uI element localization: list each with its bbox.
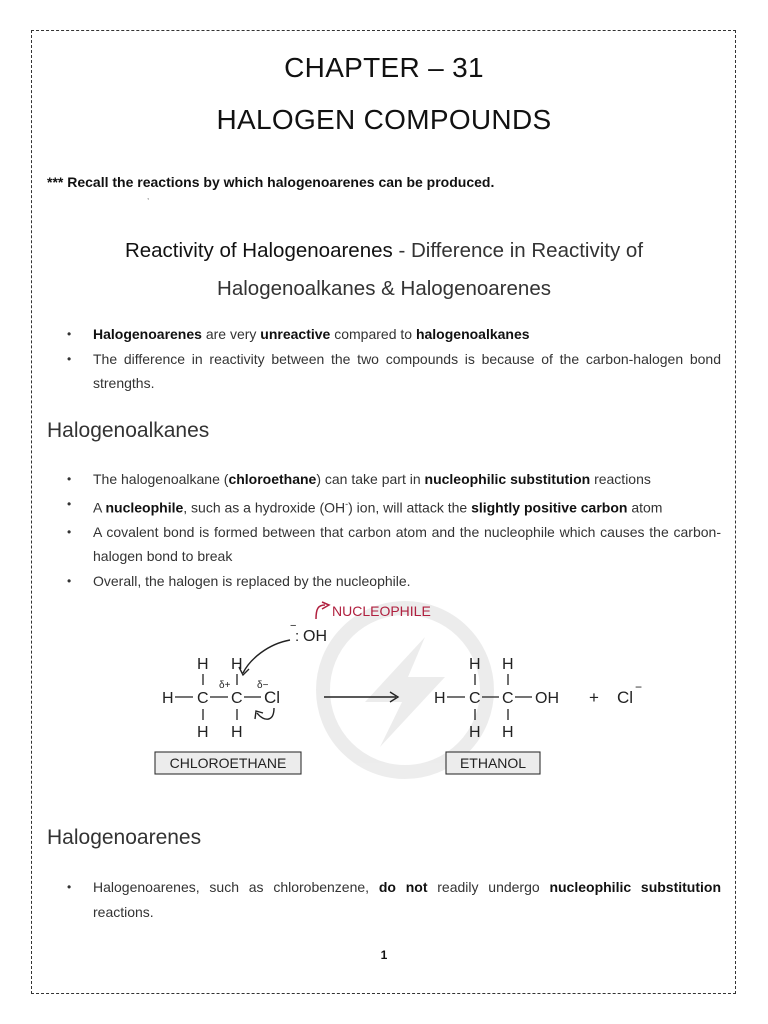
svg-text:H: H [231,656,243,673]
reactivity-bullets [47,322,721,396]
charge-minus: − [290,620,297,632]
svg-text:H: H [197,724,209,741]
svg-text:C: C [231,690,243,707]
page-number: 1 [380,948,388,962]
list-item: • Halogenoarenes are very unreactive compared to halogenoalkanes [47,322,721,347]
chapter-subtitle: HALOGEN COMPOUNDS [216,104,552,135]
ethanol-structure [434,656,559,741]
svg-text:H: H [469,724,481,741]
chloride-ion: Cl [617,688,634,707]
reactivity-heading [60,232,708,308]
reactivity-heading-main: Reactivity of Halogenoarenes [124,239,393,262]
svg-text:C: C [197,690,209,707]
stray-mark: , [147,192,150,201]
bond-break-arrow [257,708,274,719]
nucleophile-label: NUCLEOPHILE [332,603,431,619]
svg-text:H: H [469,656,481,673]
watermark-logo [323,608,487,772]
recall-note: *** Recall the reactions by which halogenoarenes can be produced. [47,174,495,190]
reaction-diagram [140,597,660,782]
svg-text:H: H [502,656,514,673]
svg-text:OH: OH [535,690,559,707]
chloride-charge: − [635,680,643,694]
halogenoalkanes-heading: Halogenoalkanes [47,419,210,442]
svg-text:H: H [197,656,209,673]
svg-text:H: H [434,690,446,707]
halogenoarenes-bullets [47,875,721,924]
svg-text:H: H [231,724,243,741]
list-item: • A nucleophile, such as a hydroxide (OH-) ion, will attack the slightly positive carbon atom [47,492,721,520]
plus-sign: + [589,688,599,707]
halogenoalkanes-bullets [47,467,721,593]
svg-text:C: C [502,690,514,707]
attack-arrow [243,640,290,673]
svg-text:ETHANOL: ETHANOL [459,755,527,771]
nucleophile-label-group [316,602,431,619]
svg-text:H: H [162,690,174,707]
svg-text:Cl: Cl [264,688,281,707]
hydroxide-colon: : [295,628,300,645]
halogenoarenes-heading: Halogenoarenes [47,826,202,849]
chloroethane-structure [162,656,280,741]
list-item: • A covalent bond is formed between that carbon atom and the nucleophile which causes the carbon-halogen bond to break [47,520,721,569]
reactivity-heading-separator: - [392,239,411,262]
list-item: • Halogenoarenes, such as chlorobenzene, do not readily undergo nucleophilic substitution reactions. [47,875,721,924]
chapter-title: CHAPTER – 31 [284,52,484,83]
reactivity-heading-rest: Difference in Reactivity of Halogenoalkanes & Halogenoarenes [217,239,644,300]
svg-text:CHLOROETHANE: CHLOROETHANE [169,755,287,771]
delta-plus: δ+ [219,680,231,691]
svg-text:C: C [469,690,481,707]
chloroethane-label-box [155,752,301,774]
list-item: • The halogenoalkane (chloroethane) can take part in nucleophilic substitution reactions [47,467,721,492]
list-item: • Overall, the halogen is replaced by the nucleophile. [47,569,721,594]
list-item: • The difference in reactivity between the two compounds is because of the carbon-halogen bond strengths. [47,347,721,396]
svg-text:H: H [502,724,514,741]
hydroxide-label: OH [303,628,327,645]
delta-minus: δ− [257,680,269,691]
ethanol-label-box [446,752,540,774]
